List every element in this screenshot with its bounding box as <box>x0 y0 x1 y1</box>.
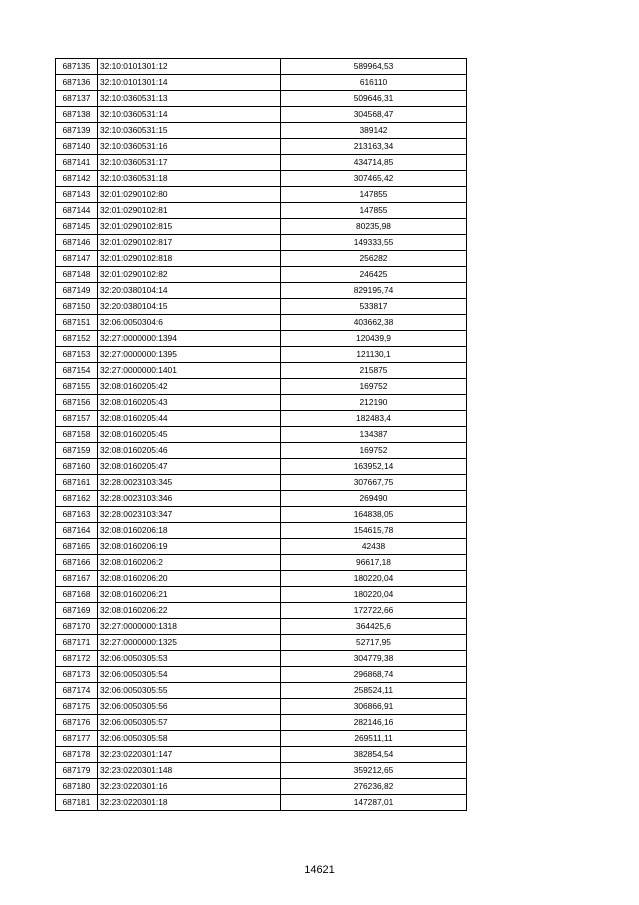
cadastral-number-cell: 32:27:0000000:1318 <box>98 619 281 635</box>
cadastral-number-cell: 32:08:0160206:18 <box>98 523 281 539</box>
row-id-cell: 687139 <box>56 123 98 139</box>
table-row <box>56 395 467 411</box>
table-row <box>56 171 467 187</box>
value-cell: 80235,98 <box>281 219 467 235</box>
cadastral-number-cell: 32:10:0360531:14 <box>98 107 281 123</box>
cadastral-number-cell: 32:27:0000000:1394 <box>98 331 281 347</box>
row-id-cell: 687163 <box>56 507 98 523</box>
row-id-cell: 687177 <box>56 731 98 747</box>
value-cell: 434714,85 <box>281 155 467 171</box>
value-cell: 182483,4 <box>281 411 467 427</box>
table-row <box>56 731 467 747</box>
cadastral-number-cell: 32:10:0360531:15 <box>98 123 281 139</box>
cadastral-number-cell: 32:28:0023103:345 <box>98 475 281 491</box>
table-row <box>56 139 467 155</box>
value-cell: 163952,14 <box>281 459 467 475</box>
value-cell: 121130,1 <box>281 347 467 363</box>
value-cell: 304568,47 <box>281 107 467 123</box>
value-cell: 147287,01 <box>281 795 467 811</box>
value-cell: 120439,9 <box>281 331 467 347</box>
table-row <box>56 379 467 395</box>
cadastral-number-cell: 32:08:0160205:45 <box>98 427 281 443</box>
cadastral-number-cell: 32:28:0023103:346 <box>98 491 281 507</box>
value-cell: 52717,95 <box>281 635 467 651</box>
table-row <box>56 619 467 635</box>
cadastral-number-cell: 32:10:0101301:12 <box>98 59 281 75</box>
row-id-cell: 687136 <box>56 75 98 91</box>
value-cell: 403662,38 <box>281 315 467 331</box>
cadastral-number-cell: 32:10:0360531:18 <box>98 171 281 187</box>
value-cell: 533817 <box>281 299 467 315</box>
cadastral-number-cell: 32:27:0000000:1395 <box>98 347 281 363</box>
cadastral-number-cell: 32:06:0050305:56 <box>98 699 281 715</box>
table-row <box>56 475 467 491</box>
table-row <box>56 763 467 779</box>
cadastral-number-cell: 32:20:0380104:14 <box>98 283 281 299</box>
cadastral-number-cell: 32:27:0000000:1325 <box>98 635 281 651</box>
row-id-cell: 687165 <box>56 539 98 555</box>
table-row <box>56 747 467 763</box>
value-cell: 382854,54 <box>281 747 467 763</box>
table-row <box>56 587 467 603</box>
cadastral-number-cell: 32:08:0160205:46 <box>98 443 281 459</box>
cadastral-number-cell: 32:28:0023103:347 <box>98 507 281 523</box>
value-cell: 212190 <box>281 395 467 411</box>
value-cell: 307465,42 <box>281 171 467 187</box>
value-cell: 616110 <box>281 75 467 91</box>
row-id-cell: 687151 <box>56 315 98 331</box>
cadastral-number-cell: 32:06:0050305:58 <box>98 731 281 747</box>
table-row <box>56 59 467 75</box>
table-row <box>56 203 467 219</box>
table-row <box>56 699 467 715</box>
value-cell: 149333,55 <box>281 235 467 251</box>
row-id-cell: 687171 <box>56 635 98 651</box>
value-cell: 269490 <box>281 491 467 507</box>
table-row <box>56 123 467 139</box>
row-id-cell: 687178 <box>56 747 98 763</box>
cadastral-number-cell: 32:01:0290102:815 <box>98 219 281 235</box>
row-id-cell: 687158 <box>56 427 98 443</box>
row-id-cell: 687173 <box>56 667 98 683</box>
cadastral-number-cell: 32:23:0220301:18 <box>98 795 281 811</box>
table-row <box>56 651 467 667</box>
cadastral-number-cell: 32:06:0050305:54 <box>98 667 281 683</box>
cadastral-number-cell: 32:06:0050304:6 <box>98 315 281 331</box>
table-row <box>56 795 467 811</box>
table-body <box>56 59 467 811</box>
value-cell: 307667,75 <box>281 475 467 491</box>
value-cell: 364425,6 <box>281 619 467 635</box>
table-row <box>56 667 467 683</box>
row-id-cell: 687146 <box>56 235 98 251</box>
table-row <box>56 347 467 363</box>
row-id-cell: 687164 <box>56 523 98 539</box>
row-id-cell: 687174 <box>56 683 98 699</box>
value-cell: 276236,82 <box>281 779 467 795</box>
table-row <box>56 459 467 475</box>
cadastral-number-cell: 32:10:0360531:17 <box>98 155 281 171</box>
value-cell: 164838,05 <box>281 507 467 523</box>
table-row <box>56 491 467 507</box>
value-cell: 180220,04 <box>281 571 467 587</box>
table-row <box>56 251 467 267</box>
value-cell: 306866,91 <box>281 699 467 715</box>
table-row <box>56 283 467 299</box>
cadastral-number-cell: 32:08:0160206:2 <box>98 555 281 571</box>
row-id-cell: 687157 <box>56 411 98 427</box>
cadastral-number-cell: 32:10:0360531:13 <box>98 91 281 107</box>
row-id-cell: 687154 <box>56 363 98 379</box>
table-row <box>56 155 467 171</box>
cadastral-number-cell: 32:08:0160205:42 <box>98 379 281 395</box>
table-row <box>56 603 467 619</box>
table-row <box>56 187 467 203</box>
row-id-cell: 687153 <box>56 347 98 363</box>
table-row <box>56 299 467 315</box>
value-cell: 213163,34 <box>281 139 467 155</box>
cadastral-number-cell: 32:23:0220301:148 <box>98 763 281 779</box>
cadastral-number-cell: 32:06:0050305:57 <box>98 715 281 731</box>
value-cell: 296868,74 <box>281 667 467 683</box>
table-row <box>56 363 467 379</box>
value-cell: 509646,31 <box>281 91 467 107</box>
cadastral-number-cell: 32:08:0160206:20 <box>98 571 281 587</box>
row-id-cell: 687155 <box>56 379 98 395</box>
cadastral-number-cell: 32:01:0290102:817 <box>98 235 281 251</box>
cadastral-number-cell: 32:01:0290102:818 <box>98 251 281 267</box>
cadastral-number-cell: 32:08:0160206:19 <box>98 539 281 555</box>
table-row <box>56 523 467 539</box>
table-row <box>56 443 467 459</box>
row-id-cell: 687142 <box>56 171 98 187</box>
value-cell: 829195,74 <box>281 283 467 299</box>
row-id-cell: 687168 <box>56 587 98 603</box>
value-cell: 269511,11 <box>281 731 467 747</box>
row-id-cell: 687169 <box>56 603 98 619</box>
value-cell: 147855 <box>281 203 467 219</box>
cadastral-number-cell: 32:10:0360531:16 <box>98 139 281 155</box>
table-row <box>56 219 467 235</box>
cadastral-number-cell: 32:23:0220301:16 <box>98 779 281 795</box>
row-id-cell: 687166 <box>56 555 98 571</box>
table-row <box>56 507 467 523</box>
cadastral-number-cell: 32:08:0160205:44 <box>98 411 281 427</box>
table-row <box>56 267 467 283</box>
value-cell: 172722,66 <box>281 603 467 619</box>
cadastral-number-cell: 32:23:0220301:147 <box>98 747 281 763</box>
row-id-cell: 687140 <box>56 139 98 155</box>
cadastral-number-cell: 32:01:0290102:81 <box>98 203 281 219</box>
cadastral-number-cell: 32:08:0160205:43 <box>98 395 281 411</box>
table-row <box>56 235 467 251</box>
table-row <box>56 539 467 555</box>
value-cell: 96617,18 <box>281 555 467 571</box>
value-cell: 215875 <box>281 363 467 379</box>
value-cell: 154615,78 <box>281 523 467 539</box>
row-id-cell: 687150 <box>56 299 98 315</box>
value-cell: 389142 <box>281 123 467 139</box>
table-row <box>56 427 467 443</box>
row-id-cell: 687143 <box>56 187 98 203</box>
table-row <box>56 75 467 91</box>
table-row <box>56 411 467 427</box>
value-cell: 169752 <box>281 443 467 459</box>
row-id-cell: 687149 <box>56 283 98 299</box>
table-row <box>56 331 467 347</box>
page-number: 14621 <box>304 864 335 876</box>
value-cell: 169752 <box>281 379 467 395</box>
row-id-cell: 687148 <box>56 267 98 283</box>
row-id-cell: 687170 <box>56 619 98 635</box>
row-id-cell: 687160 <box>56 459 98 475</box>
cadastral-number-cell: 32:08:0160206:22 <box>98 603 281 619</box>
table-row <box>56 683 467 699</box>
table-row <box>56 107 467 123</box>
table-row <box>56 571 467 587</box>
row-id-cell: 687147 <box>56 251 98 267</box>
row-id-cell: 687167 <box>56 571 98 587</box>
row-id-cell: 687181 <box>56 795 98 811</box>
value-cell: 589964,53 <box>281 59 467 75</box>
cadastral-number-cell: 32:06:0050305:55 <box>98 683 281 699</box>
cadastral-number-cell: 32:10:0101301:14 <box>98 75 281 91</box>
value-cell: 42438 <box>281 539 467 555</box>
table-row <box>56 635 467 651</box>
data-table <box>55 58 467 811</box>
table-row <box>56 555 467 571</box>
row-id-cell: 687161 <box>56 475 98 491</box>
row-id-cell: 687162 <box>56 491 98 507</box>
row-id-cell: 687172 <box>56 651 98 667</box>
row-id-cell: 687180 <box>56 779 98 795</box>
table-row <box>56 91 467 107</box>
row-id-cell: 687135 <box>56 59 98 75</box>
value-cell: 134387 <box>281 427 467 443</box>
value-cell: 147855 <box>281 187 467 203</box>
cadastral-number-cell: 32:20:0380104:15 <box>98 299 281 315</box>
table-row <box>56 715 467 731</box>
row-id-cell: 687138 <box>56 107 98 123</box>
value-cell: 359212,65 <box>281 763 467 779</box>
row-id-cell: 687144 <box>56 203 98 219</box>
row-id-cell: 687176 <box>56 715 98 731</box>
value-cell: 282146,16 <box>281 715 467 731</box>
value-cell: 180220,04 <box>281 587 467 603</box>
value-cell: 258524,11 <box>281 683 467 699</box>
row-id-cell: 687159 <box>56 443 98 459</box>
table-row <box>56 315 467 331</box>
row-id-cell: 687156 <box>56 395 98 411</box>
cadastral-number-cell: 32:01:0290102:82 <box>98 267 281 283</box>
cadastral-number-cell: 32:27:0000000:1401 <box>98 363 281 379</box>
table-row <box>56 779 467 795</box>
value-cell: 256282 <box>281 251 467 267</box>
row-id-cell: 687175 <box>56 699 98 715</box>
cadastral-number-cell: 32:01:0290102:80 <box>98 187 281 203</box>
cadastral-number-cell: 32:08:0160205:47 <box>98 459 281 475</box>
row-id-cell: 687152 <box>56 331 98 347</box>
row-id-cell: 687141 <box>56 155 98 171</box>
value-cell: 246425 <box>281 267 467 283</box>
row-id-cell: 687137 <box>56 91 98 107</box>
cadastral-number-cell: 32:06:0050305:53 <box>98 651 281 667</box>
row-id-cell: 687179 <box>56 763 98 779</box>
cadastral-number-cell: 32:08:0160206:21 <box>98 587 281 603</box>
value-cell: 304779,38 <box>281 651 467 667</box>
row-id-cell: 687145 <box>56 219 98 235</box>
